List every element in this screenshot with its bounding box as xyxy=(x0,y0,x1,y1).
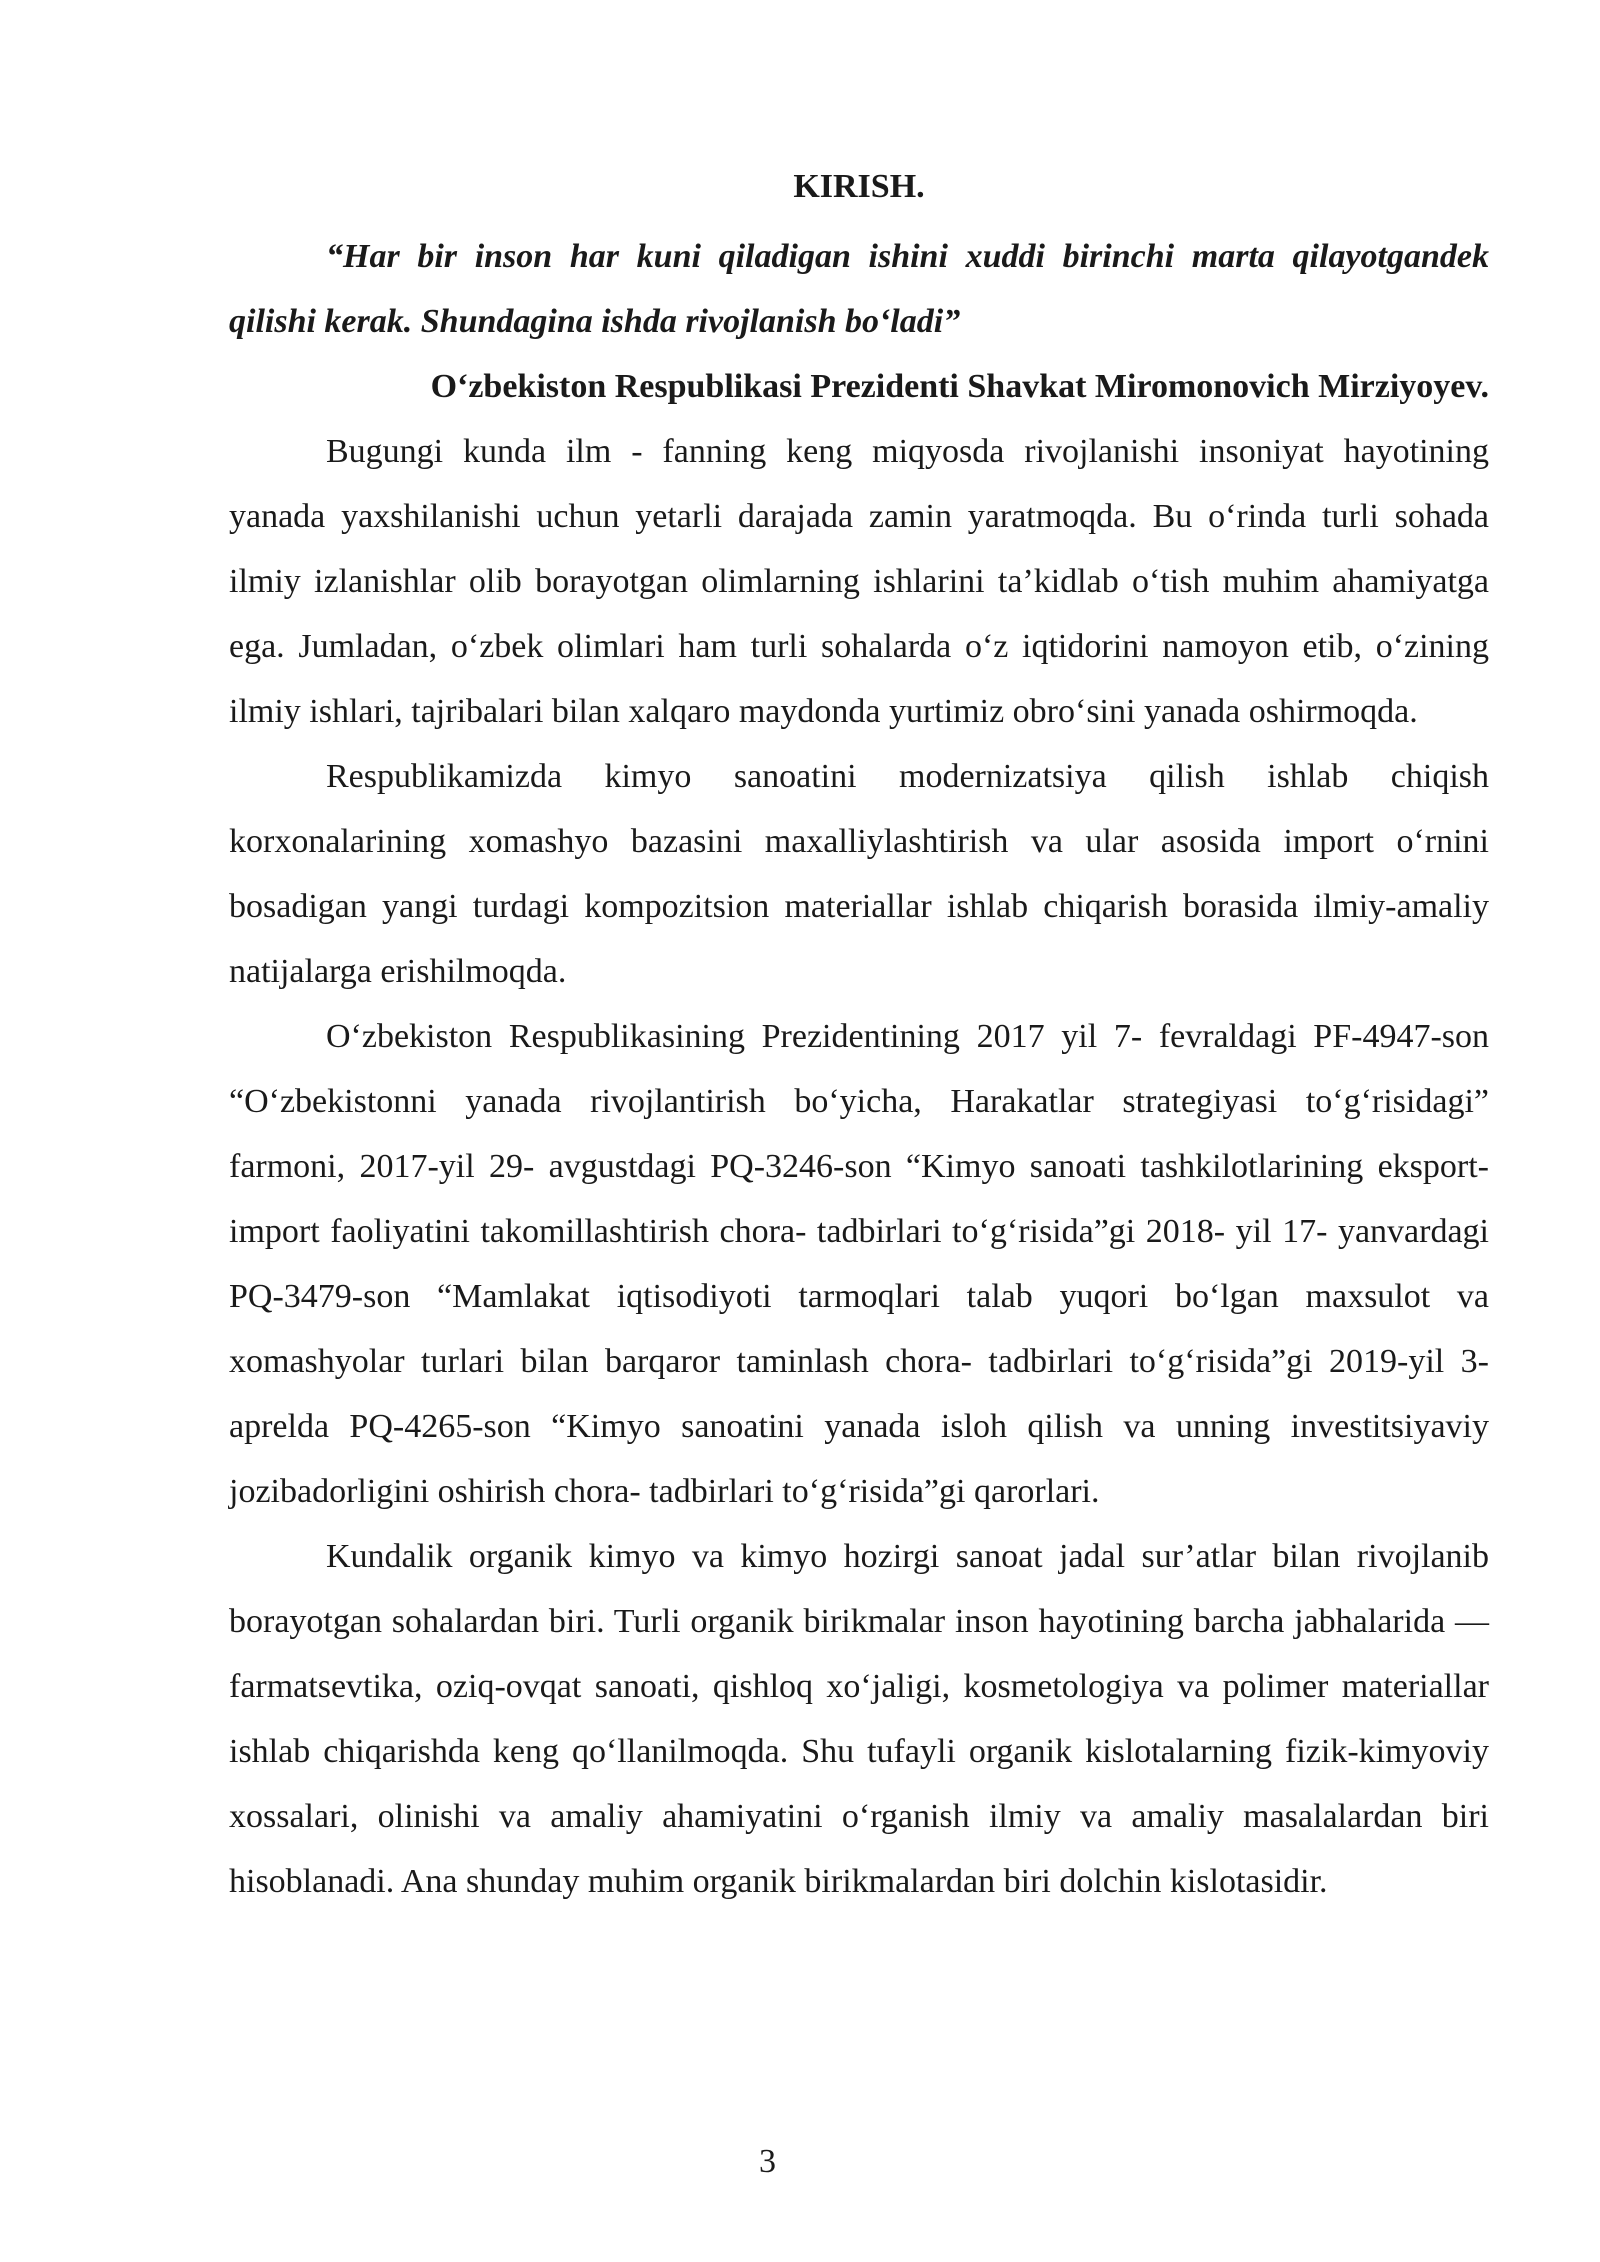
paragraph: Respublikamizda kimyo sanoatini modernizatsiya qilish ishlab chiqish korxonalarining xomashyo bazasini maxalliylashtirish va ular asosida import o‘rnini bosadigan yangi turdagi kompozitsion materiallar ishlab chiqarish borasida ilmiy-amaliy natijalarga erishilmoqda. xyxy=(229,758,1489,990)
paragraph: Bugungi kunda ilm - fanning keng miqyosda rivojlanishi insoniyat hayotining yanada yaxshilanishi uchun yetarli darajada zamin yaratmoqda. Bu o‘rinda turli sohada ilmiy izlanishlar olib borayotgan olimlarning ishlarini ta’kidlab o‘tish muhim ahamiyatga ega. Jumladan, o‘zbek olimlari ham turli sohalarda o‘z iqtidorini namoyon etib, o‘zining ilmiy ishlari, tajribalari bilan xalqaro maydonda yurtimiz obro‘sini yanada oshirmoqda. xyxy=(229,433,1489,730)
section-title: KIRISH. xyxy=(793,168,925,205)
document-page xyxy=(229,160,1489,1914)
paragraph: Kundalik organik kimyo va kimyo hozirgi sanoat jadal sur’atlar bilan rivojlanib borayotgan sohalardan biri. Turli organik birikmalar inson hayotining barcha jabhalarida — farmatsevtika, oziq-ovqat sanoati, qishloq xo‘jaligi, kosmetologiya va polimer materiallar ishlab chiqarishda keng qo‘llanilmoqda. Shu tufayli organik kislotalarning fizik-kimyoviy xossalari, olinishi va amaliy ahamiyatini o‘rganish ilmiy va amaliy masalalardan biri hisoblanadi. Ana shunday muhim organik birikmalardan biri dolchin kislotasidir. xyxy=(229,1538,1489,1900)
epigraph-quote: “Har bir inson har kuni qiladigan ishini xuddi birinchi marta qilayotgandek qilishi kerak. Shundagina ishda rivojlanish bo‘ladi” xyxy=(229,238,1489,340)
epigraph-author: O‘zbekiston Respublikasi Prezidenti Shavkat Miromonovich Mirziyoyev. xyxy=(430,368,1489,405)
paragraph: O‘zbekiston Respublikasining Prezidentining 2017 yil 7- fevraldagi PF-4947-son “O‘zbekistonni yanada rivojlantirish bo‘yicha, Harakatlar strategiyasi to‘g‘risidagi” farmoni, 2017-yil 29- avgustdagi PQ-3246-son “Kimyo sanoati tashkilotlarining eksport-import faoliyatini takomillashtirish chora- tadbirlari to‘g‘risida”gi 2018- yil 17- yanvardagi PQ-3479-son “Mamlakat iqtisodiyoti tarmoqlari talab yuqori bo‘lgan maxsulot va xomashyolar turlari bilan barqaror taminlash chora- tadbirlari to‘g‘risida”gi 2019-yil 3-aprelda PQ-4265-son “Kimyo sanoatini yanada isloh qilish va unning investitsiyaviy jozibadorligini oshirish chora- tadbirlari to‘g‘risida”gi qarorlari. xyxy=(229,1018,1489,1510)
page-number: 3 xyxy=(759,2143,776,2180)
